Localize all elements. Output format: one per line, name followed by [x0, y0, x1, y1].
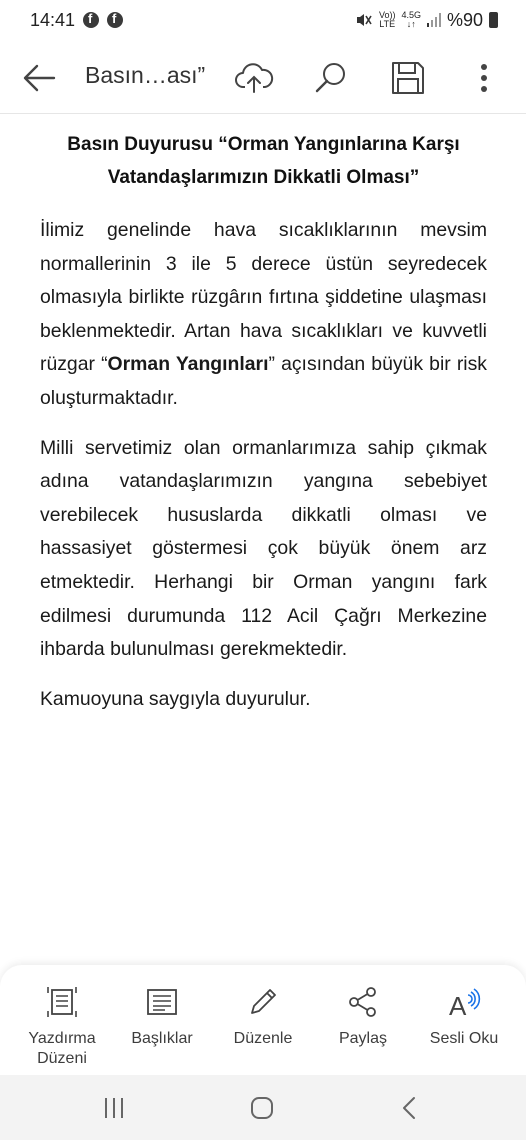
back-icon[interactable] — [390, 1093, 430, 1123]
edit-button[interactable] — [213, 985, 313, 1049]
paragraph-2: Milli servetimiz olan ormanlarımıza sahip çıkmak adına vatandaşlarımızın yangına sebebiyet verebilecek hususlarda dikkatli olması ve hassasiyet göstermesi çok büyük önem arz etmektedir. Herhangi bir Orman yangını fark edilmesi durumunda 112 Acil Çağrı Merkezine ihbarda bulunulması gerekmektedir. — [40, 436, 487, 661]
status-bar — [0, 0, 526, 40]
back-arrow-icon[interactable] — [20, 58, 60, 98]
status-left — [30, 10, 123, 31]
save-icon[interactable] — [388, 58, 428, 98]
data-type-indicator: 4.5G ↓↑ — [401, 10, 421, 29]
read-aloud-label: Sesli Oku — [429, 1030, 499, 1047]
svg-text:A: A — [449, 991, 467, 1019]
battery-percent: %90 — [446, 9, 483, 30]
print-layout-label: Yazdırma Düzeni — [28, 1030, 96, 1067]
more-options-icon[interactable] — [464, 58, 504, 98]
headings-button[interactable] — [112, 985, 212, 1049]
headings-icon — [145, 985, 179, 1019]
paragraph-3: Kamuoyuna saygıyla duyurulur. — [40, 687, 311, 710]
home-icon[interactable] — [242, 1093, 282, 1123]
clock: 14:41 — [30, 9, 76, 30]
system-nav-bar — [0, 1075, 526, 1140]
search-icon[interactable] — [311, 58, 351, 98]
headings-label: Başlıklar — [131, 1030, 193, 1047]
cloud-upload-icon[interactable] — [234, 58, 274, 98]
bottom-toolbar — [0, 965, 526, 1075]
pencil-icon — [246, 985, 280, 1019]
read-aloud-icon — [444, 985, 484, 1019]
print-layout-icon — [45, 985, 79, 1019]
facebook-notification-icon — [107, 12, 123, 28]
edit-label: Düzenle — [233, 1030, 293, 1047]
share-icon — [346, 985, 380, 1019]
share-button[interactable] — [313, 985, 413, 1049]
battery-icon — [489, 12, 498, 28]
recent-apps-icon[interactable] — [94, 1093, 134, 1123]
print-layout-button[interactable] — [12, 985, 112, 1069]
bold-phrase: Orman Yangınları — [107, 353, 269, 376]
paragraph-1: İlimiz genelinde hava sıcaklıklarının mevsim normallerinin 3 ile 5 derece üstün seyredecek olmasıyla birlikte rüzgârın fırtına şiddetine ulaşması beklenmektedir. Artan hava sıcaklıkları ve kuvvetli rüzgar “Orman Yangınları” açısından büyük bir risk oluşturmaktadır. — [40, 219, 487, 409]
share-label: Paylaş — [338, 1030, 388, 1047]
document-title[interactable]: Basın…ası” — [85, 62, 206, 88]
facebook-notification-icon — [83, 12, 99, 28]
document-body — [40, 128, 487, 732]
volte-indicator: Vo)) LTE — [378, 10, 396, 29]
read-aloud-button[interactable] — [414, 985, 514, 1049]
mute-icon — [355, 12, 373, 28]
status-right — [355, 10, 498, 31]
document-heading: Basın Duyurusu “Orman Yangınlarına Karşı Vatandaşlarımızın Dikkatli Olması” — [67, 134, 460, 188]
signal-icon — [427, 13, 441, 27]
app-bar — [0, 40, 526, 114]
